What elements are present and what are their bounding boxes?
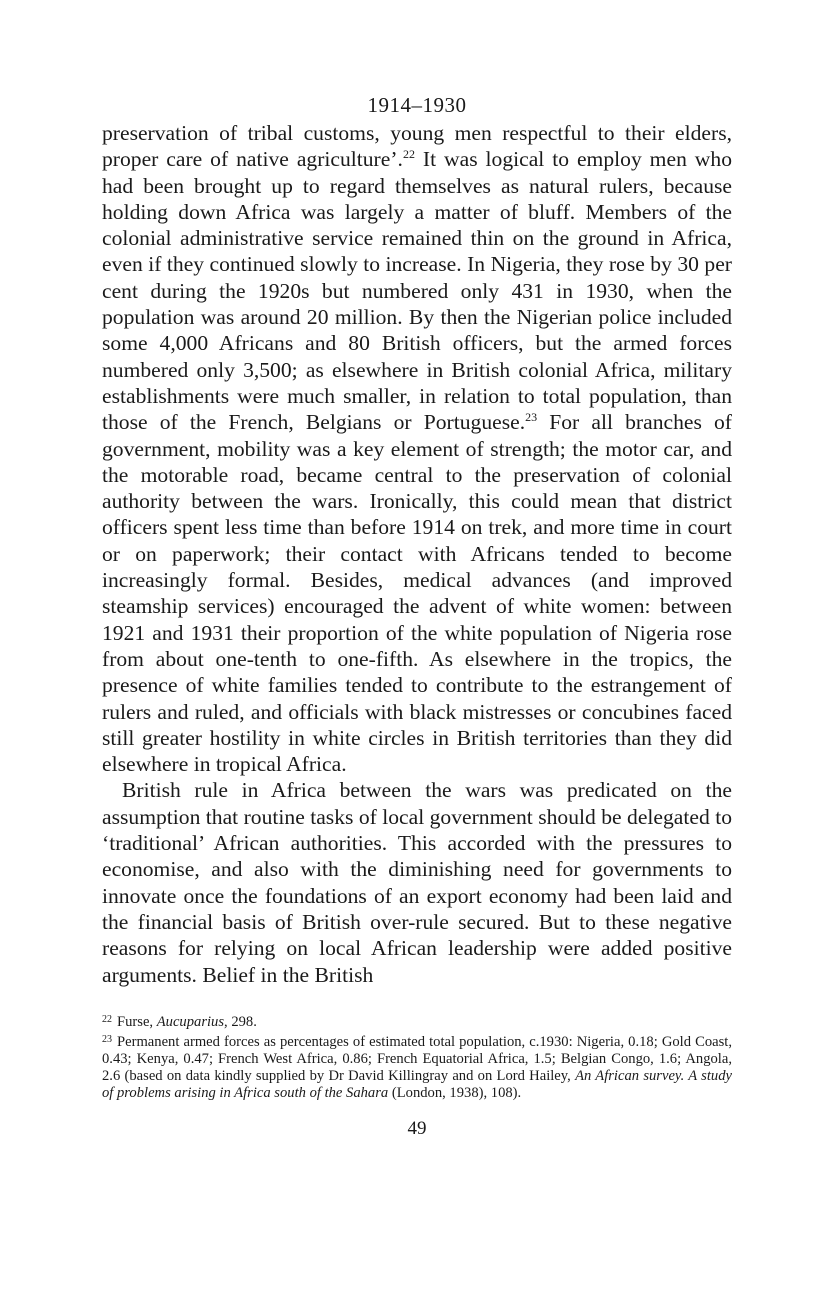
footnote-reference: 22	[402, 147, 415, 162]
footnote-number: 22	[102, 1013, 112, 1025]
paragraph-text: For all branches of government, mobility was a key element of strength; the motor car, and the motorable road, became central to the preservation of colonial authority between the wars. Ironically, this could mean that district officers spent less time than before 1914 on trek, and more time in court or on paperwork; their contact with Africans tended to become increasingly formal. Besides, medical advances (and improved steamship services) encouraged the advent of white women: between 1921 and 1931 their proportion of the white population of Nigeria rose from about one-tenth to one-fifth. As elsewhere in the tropics, the presence of white families tended to contribute to the estrangement of rulers and ruled, and officials with black mistresses or concubines faced still greater hostility in white circles in British territories than they did elsewhere in tropical Africa.	[102, 410, 732, 777]
footnote-text: , 298.	[224, 1013, 257, 1030]
footnotes	[102, 1011, 732, 1102]
footnote-text: Permanent armed forces as percentages of estimated total population, c.1930: Nigeria, 0.18; Gold Coast, 0.43; Kenya, 0.47; French West Africa, 0.86; French Equatorial Africa, 1.5; Belgian Congo, 1.6; Angola, 2.6 (based on data kindly supplied by Dr David Killingray and on Lord Hailey,	[102, 1033, 732, 1084]
footnote-title: An African survey. A study of problems arising in Africa south of the Sahara	[102, 1067, 732, 1101]
footnote-22	[102, 1011, 732, 1031]
footnote-text: (London, 1938), 108).	[388, 1084, 522, 1101]
page-number: 49	[407, 1117, 427, 1139]
footnote-title: Aucuparius	[156, 1013, 225, 1030]
footnote-number: 23	[102, 1033, 112, 1045]
footnote-23	[102, 1031, 732, 1102]
paragraph-text: preservation of tribal customs, young men respectful to their elders, proper care of native agriculture’.	[102, 121, 732, 172]
running-head: 1914–1930	[367, 93, 467, 117]
paragraph-text: It was logical to employ men who had been brought up to regard themselves as natural rulers, because holding down Africa was largely a matter of bluff. Members of the colonial administrative service remained thin on the ground in Africa, even if they continued slowly to increase. In Nigeria, they rose by 30 per cent during the 1920s but numbered only 431 in 1930, when the population was around 20 million. By then the Nigerian police included some 4,000 Africans and 80 British officers, but the armed forces numbered only 3,500; as elsewhere in British colonial Africa, military establishments were much smaller, in relation to total population, than those of the French, Belgians or Portuguese.	[102, 147, 732, 435]
footnote-reference: 23	[525, 410, 538, 425]
book-page	[102, 92, 732, 1140]
body-paragraph-1	[102, 120, 732, 777]
footnote-text: Furse,	[117, 1013, 157, 1030]
body-paragraph-2: British rule in Africa between the wars was predicated on the assumption that routine tasks of local government should be delegated to ‘traditional’ African authorities. This accorded with the pressures to economise, and also with the diminishing need for governments to innovate once the foundations of an export economy had been laid and the financial basis of British over-rule secured. But to these negative reasons for relying on local African leadership were added positive arguments. Belief in the British	[102, 778, 732, 987]
